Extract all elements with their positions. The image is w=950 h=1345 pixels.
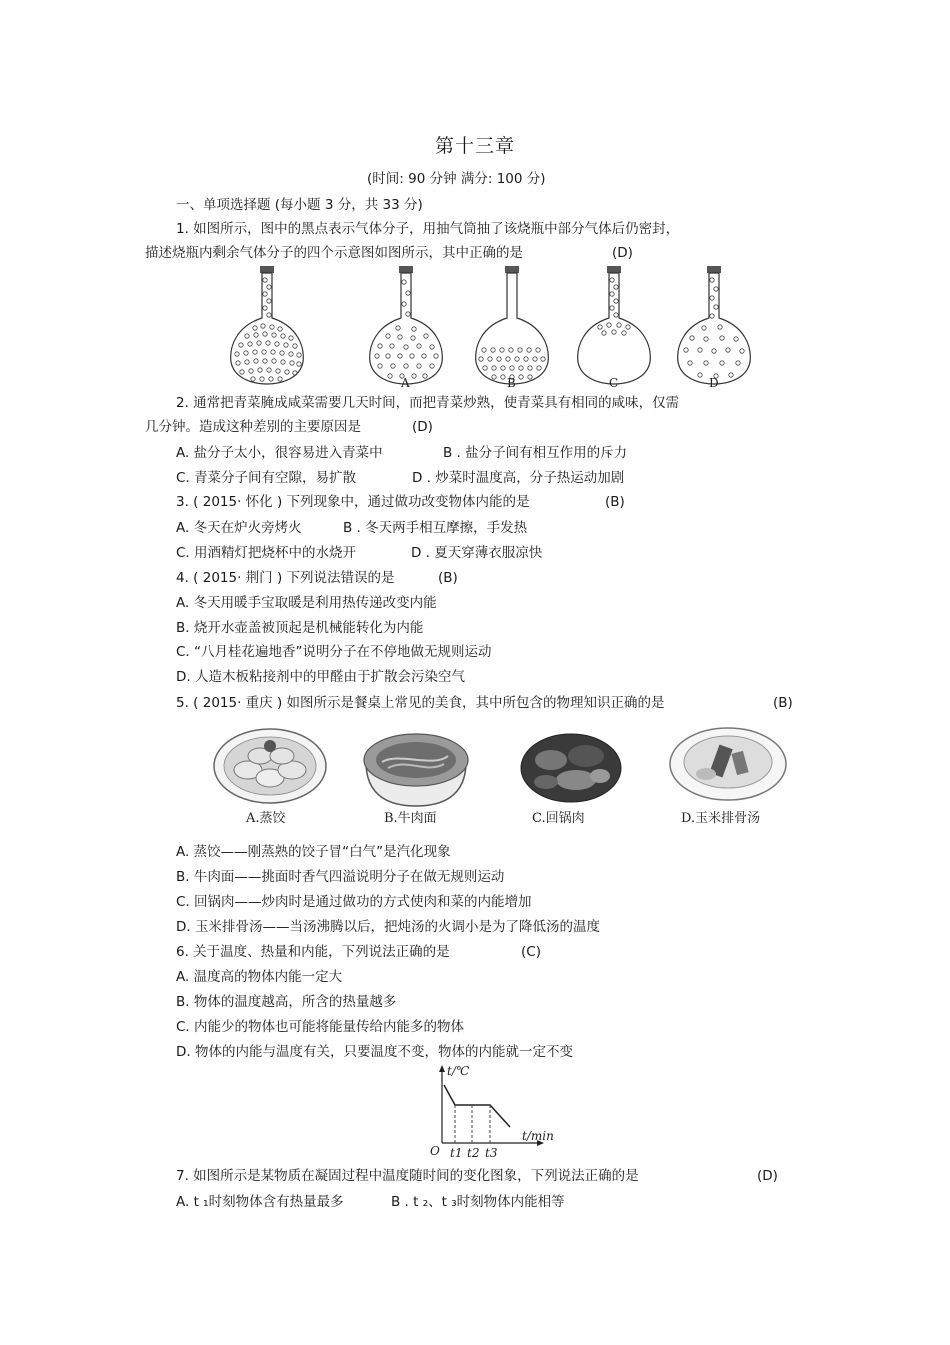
graph-ylabel: t/℃ <box>447 1064 470 1078</box>
flask-label-c: C <box>609 376 619 390</box>
flask-d <box>678 266 751 384</box>
page-title: 第十三章 <box>434 135 515 157</box>
flask-label-d: D <box>709 376 719 390</box>
q7-stem: 7. 如图所示是某物质在凝固过程中温度随时间的变化图象，下列说法正确的是 <box>176 1168 639 1184</box>
food-caption-a: A.蒸饺 <box>246 811 286 826</box>
q1-line2: 描述烧瓶内剩余气体分子的四个示意图如图所示，其中正确的是 <box>145 245 523 261</box>
q5-option-d: D. 玉米排骨汤——当汤沸腾以后，把炖汤的火调小是为了降低汤的温度 <box>176 919 600 935</box>
flask-a <box>370 266 443 384</box>
q4-option-d: D. 人造木板粘接剂中的甲醛由于扩散会污染空气 <box>176 669 465 685</box>
flask-label-a: A <box>401 376 410 390</box>
q2-option-a: A. 盐分子太小，很容易进入青菜中 <box>176 445 383 461</box>
q4-option-b: B. 烧开水壶盖被顶起是机械能转化为内能 <box>176 620 424 636</box>
graph-tick-t3: t3 <box>485 1146 498 1160</box>
q6-option-c: C. 内能少的物体也可能将能量传给内能多的物体 <box>176 1019 465 1035</box>
q7-answer: (D) <box>757 1168 778 1184</box>
q5-stem: 5. ( 2015· 重庆 ) 如图所示是餐桌上常见的美食，其中所包含的物理知识正确的是 <box>176 695 665 711</box>
graph-xlabel: t/min <box>522 1129 554 1143</box>
q6-option-a: A. 温度高的物体内能一定大 <box>176 969 343 985</box>
food-caption-c: C.回锅肉 <box>532 811 585 826</box>
food-d-soup <box>670 728 786 800</box>
q7-option-b: B . t ₂、t ₃时刻物体内能相等 <box>391 1194 565 1210</box>
q4-option-c: C. “八月桂花遍地香”说明分子在不停地做无规则运动 <box>176 644 492 660</box>
flask-figure <box>230 266 750 391</box>
q6-option-d: D. 物体的内能与温度有关，只要温度不变，物体的内能就一定不变 <box>176 1044 573 1060</box>
q6-answer: (C) <box>521 944 541 960</box>
flask-label-b: B <box>507 376 516 390</box>
q5-option-c: C. 回锅肉——炒肉时是通过做功的方式使肉和菜的内能增加 <box>176 894 532 910</box>
q1-answer: (D) <box>612 245 633 261</box>
q2-option-d: D . 炒菜时温度高，分子热运动加剧 <box>412 470 625 486</box>
q5-option-a: A. 蒸饺——刚蒸熟的饺子冒“白气”是汽化现象 <box>176 844 451 860</box>
q5-answer: (B) <box>773 695 793 711</box>
graph-tick-t2: t2 <box>467 1146 480 1160</box>
q4-option-a: A. 冬天用暖手宝取暖是利用热传递改变内能 <box>176 595 437 611</box>
flask-c <box>578 266 651 384</box>
q2-option-c: C. 青菜分子间有空隙，易扩散 <box>176 470 357 486</box>
flask-b <box>476 266 549 384</box>
q3-answer: (B) <box>605 494 625 510</box>
q3-option-b: B . 冬天两手相互摩擦，手发热 <box>343 520 528 536</box>
graph-tick-t1: t1 <box>450 1146 463 1160</box>
q6-option-b: B. 物体的温度越高，所含的热量越多 <box>176 994 397 1010</box>
q3-option-a: A. 冬天在炉火旁烤火 <box>176 520 302 536</box>
graph-origin: O <box>430 1144 440 1158</box>
cooling-graph <box>422 1063 572 1163</box>
q7-option-a: A. t ₁时刻物体含有热量最多 <box>176 1194 344 1210</box>
food-b-noodles <box>364 734 468 806</box>
q3-stem: 3. ( 2015· 怀化 ) 下列现象中，通过做功改变物体内能的是 <box>176 494 530 510</box>
food-a-dumplings <box>214 729 326 803</box>
food-caption-d: D.玉米排骨汤 <box>681 811 761 826</box>
q3-option-c: C. 用酒精灯把烧杯中的水烧开 <box>176 545 357 561</box>
q1-line1: 1. 如图所示，图中的黑点表示气体分子，用抽气筒抽了该烧瓶中部分气体后仍密封， <box>176 221 680 237</box>
q2-option-b: B . 盐分子间有相互作用的斥力 <box>443 445 628 461</box>
section-heading: 一、单项选择题 (每小题 3 分，共 33 分) <box>176 197 423 213</box>
exam-info: (时间: 90 分钟 满分: 100 分) <box>367 171 546 187</box>
q4-answer: (B) <box>438 570 458 586</box>
q2-answer: (D) <box>412 419 433 435</box>
food-caption-b: B.牛肉面 <box>384 811 437 826</box>
q3-option-d: D . 夏天穿薄衣服凉快 <box>411 545 543 561</box>
q2-line1: 2. 通常把青菜腌成咸菜需要几天时间，而把青菜炒熟，使青菜具有相同的咸味，仅需 <box>176 395 680 411</box>
flask-original <box>231 266 304 384</box>
q5-option-b: B. 牛肉面——挑面时香气四溢说明分子在做无规则运动 <box>176 869 505 885</box>
q4-stem: 4. ( 2015· 荆门 ) 下列说法错误的是 <box>176 570 395 586</box>
food-c-pork <box>521 734 621 802</box>
q6-stem: 6. 关于温度、热量和内能，下列说法正确的是 <box>176 944 450 960</box>
food-figure <box>186 716 798 828</box>
q2-line2: 几分钟。造成这种差别的主要原因是 <box>145 419 361 435</box>
graph-curve <box>444 1085 510 1127</box>
